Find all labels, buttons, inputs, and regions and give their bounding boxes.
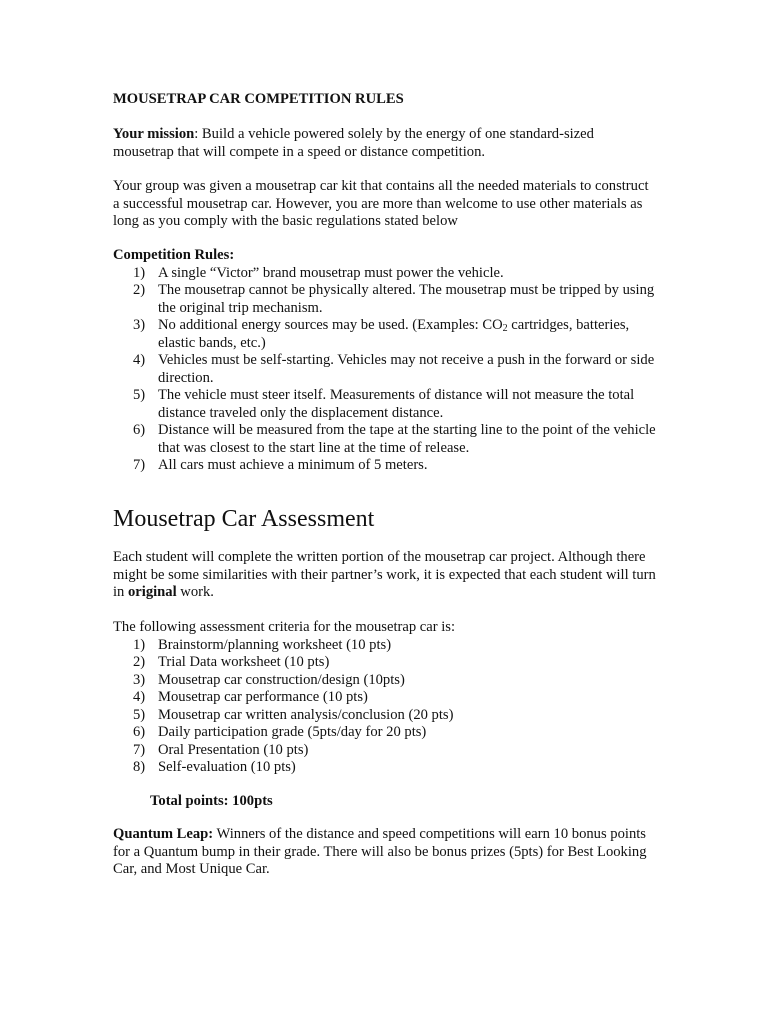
rule-item <box>113 352 658 387</box>
rule-item <box>113 422 658 457</box>
quantum-leap-paragraph <box>113 826 658 879</box>
criteria-number: 6) <box>133 724 146 740</box>
rule-number: 5) <box>133 387 146 403</box>
criteria-number: 5) <box>133 706 146 723</box>
criteria-number: 3) <box>133 671 146 688</box>
rule-number: 2) <box>133 282 146 298</box>
criteria-item <box>113 759 658 777</box>
rule-text-after: cartridges, batteries, elastic bands, etc.) <box>158 317 630 351</box>
criteria-number: 1) <box>133 636 146 653</box>
mission-paragraph <box>113 126 658 161</box>
criteria-intro: The following assessment criteria for the mousetrap car is: <box>113 619 456 635</box>
criteria-item <box>113 637 658 655</box>
assessment-paragraph <box>113 549 658 602</box>
mission-label: Your mission <box>113 126 195 142</box>
document-title: MOUSETRAP CAR COMPETITION RULES <box>113 91 404 107</box>
assessment-heading: Mousetrap Car Assessment <box>113 506 375 532</box>
rule-number: 1) <box>133 264 146 281</box>
criteria-number: 2) <box>133 654 146 670</box>
criteria-text: Self-evaluation (10 pts) <box>158 759 296 775</box>
rule-text: Distance will be measured from the tape at the starting line to the point of the vehicle that was closest to the start line at the time of release. <box>158 422 656 456</box>
quantum-leap-label: Quantum Leap: <box>113 826 214 842</box>
total-points: Total points: 100pts <box>150 793 273 809</box>
quantum-leap-text: Winners of the distance and speed competitions will earn 10 bonus points for a Quantum bump in their grade. There will also be bonus prizes (5pts) for Best Looking Car, and Most Unique Car. <box>113 826 647 877</box>
criteria-section <box>113 619 658 777</box>
criteria-item <box>113 689 658 707</box>
criteria-item <box>113 672 658 690</box>
criteria-text: Trial Data worksheet (10 pts) <box>158 654 330 670</box>
rule-item <box>113 265 658 283</box>
rule-number: 7) <box>133 457 146 473</box>
criteria-number: 4) <box>133 689 146 705</box>
criteria-item <box>113 724 658 742</box>
assessment-bold-word: original <box>128 584 177 600</box>
criteria-text: Brainstorm/planning worksheet (10 pts) <box>158 636 392 653</box>
criteria-text: Mousetrap car written analysis/conclusion (20 pts) <box>158 706 454 723</box>
rule-text: A single “Victor” brand mousetrap must power the vehicle. <box>158 264 504 281</box>
criteria-text: Oral Presentation (10 pts) <box>158 741 309 758</box>
competition-rules-section <box>113 247 658 475</box>
rule-item <box>113 457 658 475</box>
rule-text: The vehicle must steer itself. Measurements of distance will not measure the total distance traveled only the displacement distance. <box>158 387 635 421</box>
criteria-text: Daily participation grade (5pts/day for 20 pts) <box>158 724 427 740</box>
criteria-item <box>113 742 658 760</box>
rules-list <box>113 265 658 475</box>
rule-number: 6) <box>133 422 146 438</box>
rule-item <box>113 317 658 352</box>
rule-number: 3) <box>133 317 146 333</box>
assessment-text-after: work. <box>176 584 214 600</box>
rule-text: All cars must achieve a minimum of 5 meters. <box>158 457 428 473</box>
criteria-text: Mousetrap car performance (10 pts) <box>158 689 368 705</box>
kit-paragraph: Your group was given a mousetrap car kit that contains all the needed materials to construct a successful mousetrap car. However, you are more than welcome to use other materials as long as you comply with the basic regulations stated below <box>113 178 649 229</box>
criteria-text: Mousetrap car construction/design (10pts) <box>158 671 405 688</box>
rule-item <box>113 387 658 422</box>
rule-text-before: No additional energy sources may be used. (Examples: CO <box>158 317 503 333</box>
criteria-item <box>113 707 658 725</box>
criteria-item <box>113 654 658 672</box>
rules-heading: Competition Rules: <box>113 247 235 263</box>
assessment-text-before: Each student will complete the written portion of the mousetrap car project. Although there might be some similarities with their partner’s work, it is expected that each student will turn in <box>113 549 656 600</box>
criteria-number: 7) <box>133 741 146 758</box>
rule-text: The mousetrap cannot be physically altered. The mousetrap must be tripped by using the original trip mechanism. <box>158 282 655 316</box>
rule-item <box>113 282 658 317</box>
rule-subscript: 2 <box>502 323 508 334</box>
criteria-number: 8) <box>133 759 146 775</box>
rule-number: 4) <box>133 352 146 368</box>
criteria-list <box>113 637 658 777</box>
rule-text: Vehicles must be self-starting. Vehicles may not receive a push in the forward or side direction. <box>158 352 655 386</box>
mission-text: : Build a vehicle powered solely by the energy of one standard-sized mousetrap that will compete in a speed or distance competition. <box>113 126 594 160</box>
